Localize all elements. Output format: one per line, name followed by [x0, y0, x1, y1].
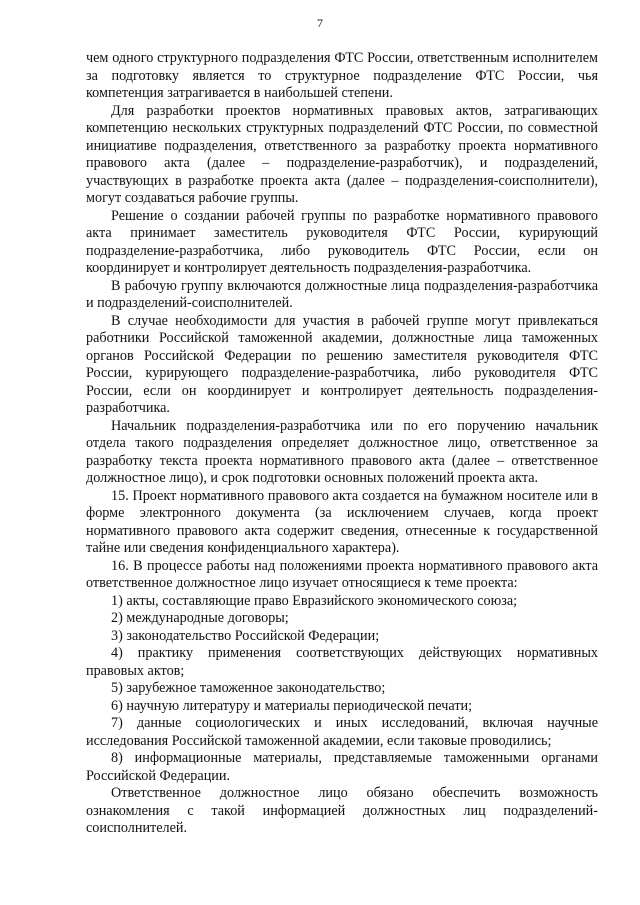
list-item: 3) законодательство Российской Федерации;: [111, 627, 380, 644]
paragraph: Решение о создании рабочей группы по разработке нормативного правового акта принимает заместитель руководителя ФТС России, курирующий подразделение-разработчика, либо руководитель ФТС России, если он координирует и контролирует деятельность подразделения-разработчика.: [86, 207, 598, 276]
paragraph: В рабочую группу включаются должностные лица подразделения-разработчика и подразделений-соисполнителей.: [86, 277, 598, 311]
list-item: 1) акты, составляющие право Евразийского экономического союза;: [111, 592, 518, 609]
list-item: 8) информационные материалы, представляемые таможенными органами Российской Федерации.: [86, 750, 598, 784]
paragraph: Начальник подразделения-разработчика или по его поручению начальник отдела такого подразделения определяет должностное лицо, ответственное за разработку текста проекта нормативного правового акта (далее – ответственное должностное лицо), и срок подготовки основных положений проекта акта.: [86, 417, 598, 486]
paragraph-item-16: 16. В процессе работы над положениями проекта нормативного правового акта ответственное должностное лицо изучает относящиеся к теме проекта:: [86, 557, 598, 591]
paragraph: Для разработки проектов нормативных правовых актов, затрагивающих компетенцию нескольких структурных подразделений ФТС России, по совместной инициативе подразделения, ответственного за разработку проекта нормативного правового акта (далее – подразделение-разработчик), и подразделений, участвующих в разработке проекта акта (далее – подразделения-соисполнители), могут создаваться рабочие группы.: [86, 102, 598, 206]
paragraph: В случае необходимости для участия в рабочей группе могут привлекаться работники Российской таможенной академии, должностные лица таможенных органов Российской Федерации по решению заместителя руководителя ФТС России, курирующего подразделение-разработчика, либо руководителя ФТС России, если он координирует и контролирует деятельность подразделения-разработчика.: [86, 312, 598, 416]
list-item: 6) научную литературу и материалы периодической печати;: [111, 697, 473, 714]
paragraph: Ответственное должностное лицо обязано обеспечить возможность ознакомления с такой информацией должностных лиц подразделений-соисполнителей.: [86, 785, 598, 836]
document-body: [86, 50, 598, 838]
page-number: 7: [317, 16, 323, 30]
list-item: 5) зарубежное таможенное законодательство;: [111, 680, 386, 696]
paragraph: чем одного структурного подразделения ФТС России, ответственным исполнителем за подготовку является то структурное подразделение ФТС России, чья компетенция затрагивается в наибольшей степени.: [86, 50, 598, 101]
list-item: 7) данные социологических и иных исследований, включая научные исследования Российской таможенной академии, если таковые проводились;: [86, 715, 598, 749]
paragraph-item-15: 15. Проект нормативного правового акта создается на бумажном носителе или в форме электронного документа (за исключением случаев, когда проект нормативного правового акта содержит сведения, отнесенные к государственной тайне или сведения конфиденциального характера).: [86, 487, 598, 556]
list-item: 2) международные договоры;: [111, 610, 289, 626]
list-item: 4) практику применения соответствующих действующих нормативных правовых актов;: [86, 645, 598, 679]
